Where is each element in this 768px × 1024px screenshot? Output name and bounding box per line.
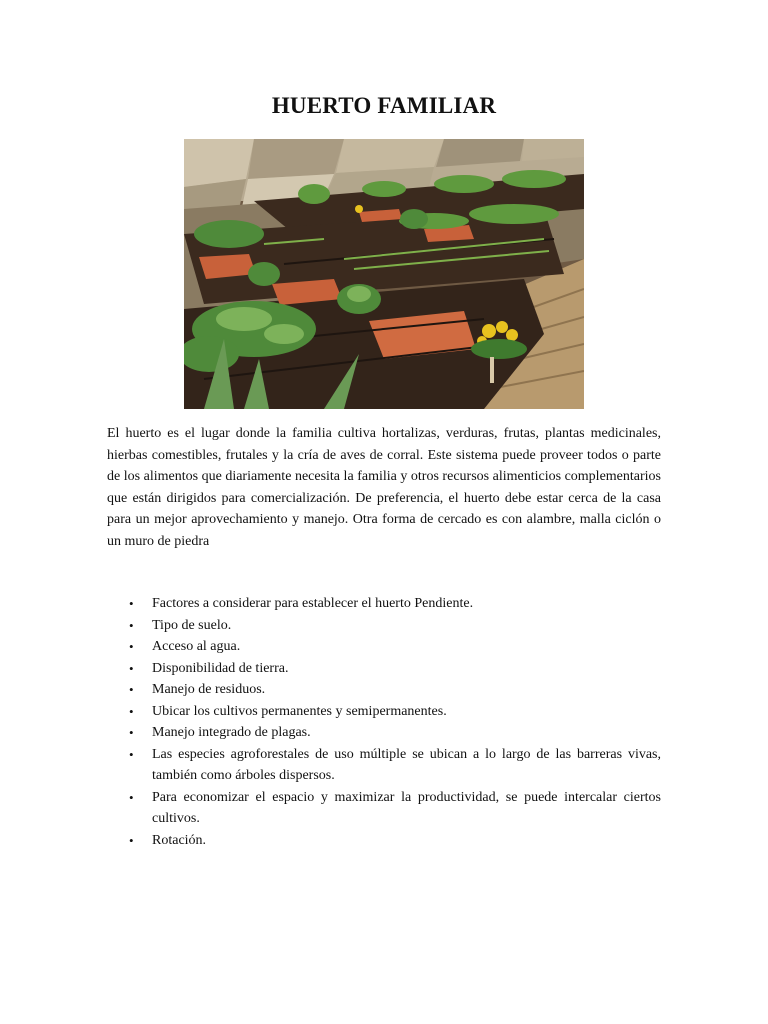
bullet-icon: • xyxy=(129,789,134,805)
bullet-icon: • xyxy=(129,639,134,654)
intro-paragraph: El huerto es el lugar donde la familia cultiva hortalizas, verduras, frutas, plantas medicinales, hierbas comestibles, frutales y la cría de aves de corral. Este sistema puede proveer todos o parte de los alimentos que diariamente necesita la familia y otros recursos alimenticios complementarios que están dirigidos para comercialización. De preferencia, el huerto debe estar cerca de la casa para un mejor aprovechamiento y manejo. Otra forma de cercado es con alambre, malla ciclón o un muro de piedra xyxy=(107,426,661,549)
list-item-text: Disponibilidad de tierra. xyxy=(152,660,289,676)
bullet-icon: • xyxy=(129,682,134,697)
bullet-icon: • xyxy=(129,746,134,762)
list-item xyxy=(107,787,661,830)
considerations-list xyxy=(107,593,661,851)
list-item xyxy=(107,744,661,787)
list-item-text: Tipo de suelo. xyxy=(152,617,232,633)
list-item xyxy=(107,615,661,637)
list-item xyxy=(107,679,661,701)
bullet-icon: • xyxy=(129,832,134,848)
list-item-text: Factores a considerar para establecer el huerto Pendiente. xyxy=(152,596,474,611)
list-item-text: Manejo integrado de plagas. xyxy=(152,725,311,740)
garden-photo xyxy=(184,139,584,409)
bullet-icon: • xyxy=(129,725,134,740)
bullet-icon: • xyxy=(129,596,134,611)
list-item xyxy=(107,658,661,680)
document-title: HUERTO FAMILIAR xyxy=(271,93,497,118)
list-item-text: Manejo de residuos. xyxy=(152,682,266,697)
list-item xyxy=(107,636,661,658)
list-item xyxy=(107,722,661,744)
list-item-text: Las especies agroforestales de uso múltiple se ubican a lo largo de las barreras vivas, también como árboles dispersos. xyxy=(152,746,661,783)
list-item xyxy=(107,593,661,615)
bullet-icon: • xyxy=(129,660,134,676)
bullet-icon: • xyxy=(129,703,134,719)
list-item-text: Ubicar los cultivos permanentes y semipermanentes. xyxy=(152,703,447,719)
list-item-text: Rotación. xyxy=(152,832,207,848)
bullet-icon: • xyxy=(129,617,134,633)
list-item-text: Para economizar el espacio y maximizar la productividad, se puede intercalar ciertos cultivos. xyxy=(152,789,661,826)
list-item xyxy=(107,701,661,723)
list-item-text: Acceso al agua. xyxy=(152,639,241,654)
list-item xyxy=(107,830,661,852)
